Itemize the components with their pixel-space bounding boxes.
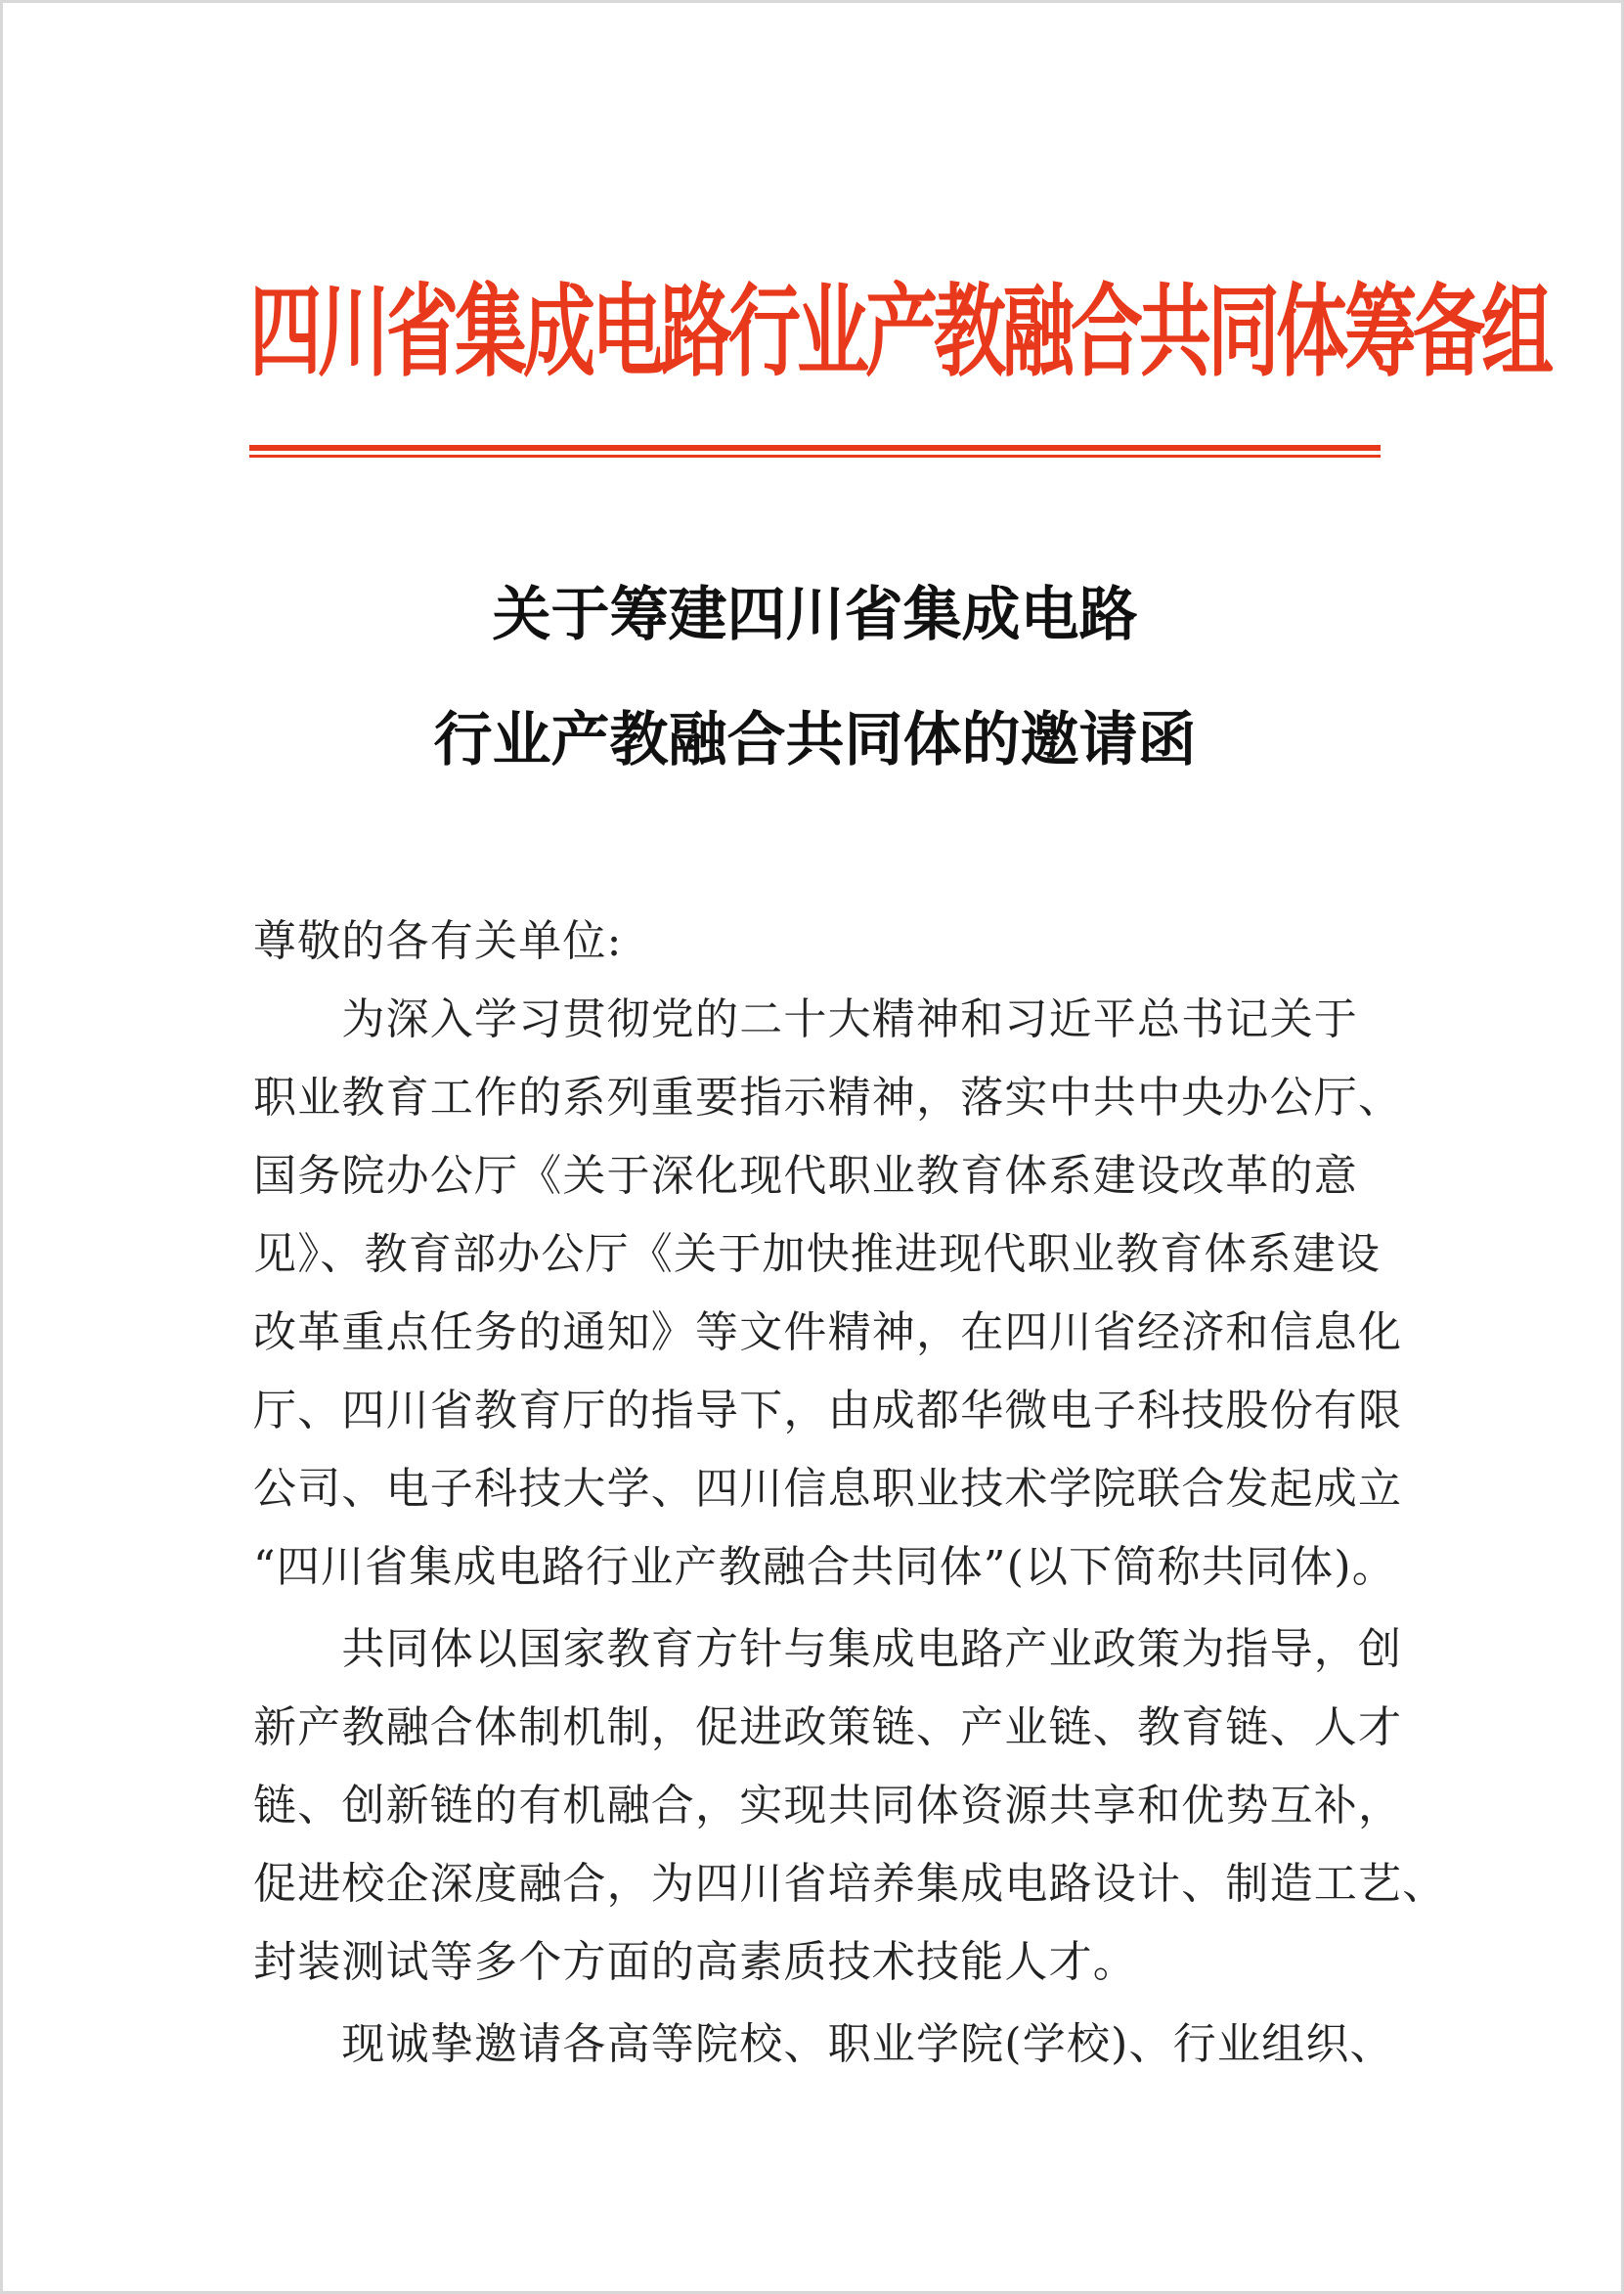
body-line: “四川省集成电路行业产教融合共同体”(以下简称共同体)。 (253, 1542, 1396, 1592)
body-line: 见》、教育部办公厅《关于加快推进现代职业教育体系建设 (253, 1229, 1382, 1279)
body-line: 公司、电子科技大学、四川信息职业技术学院联合发起成立 (253, 1464, 1403, 1514)
letterhead-org-name: 四川省集成电路行业产教融合共同体筹备组 (249, 274, 1550, 391)
body-line: 链、创新链的有机融合，实现共同体资源共享和优势互补， (253, 1781, 1403, 1831)
letterhead-rule-thin (249, 455, 1381, 458)
document-title-line-1: 关于筹建四川省集成电路 (492, 581, 1138, 649)
body-line: 现诚挚邀请各高等院校、职业学院(学校)、行业组织、 (253, 2019, 1394, 2069)
document-title-line-2: 行业产教融合共同体的邀请函 (433, 706, 1197, 774)
body-line: 职业教育工作的系列重要指示精神，落实中共中央办公厅、 (253, 1073, 1403, 1123)
body-line: 促进校企深度融合，为四川省培养集成电路设计、制造工艺、 (253, 1859, 1447, 1909)
body-line: 国务院办公厅《关于深化现代职业教育体系建设改革的意 (253, 1151, 1358, 1201)
letterhead-rule-thick (249, 445, 1381, 451)
body-line: 封装测试等多个方面的高素质技术技能人才。 (253, 1937, 1137, 1987)
body-line: 新产教融合体制机制，促进政策链、产业链、教育链、人才 (253, 1702, 1403, 1752)
body-line: 为深入学习贯彻党的二十大精神和习近平总书记关于 (253, 994, 1358, 1044)
body-line: 厅、四川省教育厅的指导下，由成都华微电子科技股份有限 (253, 1386, 1403, 1435)
body-line: 改革重点任务的通知》等文件精神，在四川省经济和信息化 (253, 1307, 1403, 1357)
salutation: 尊敬的各有关单位: (253, 916, 623, 966)
body-line: 共同体以国家教育方针与集成电路产业政策为指导，创 (253, 1624, 1403, 1674)
